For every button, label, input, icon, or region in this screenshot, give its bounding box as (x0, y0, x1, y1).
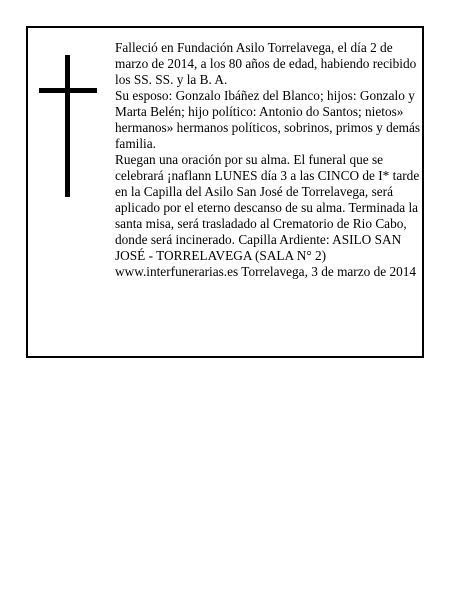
funeral-details: Ruegan una oración por su alma. El funeral que se celebrará ¡naflann LUNES día 3 a las CINCO de I* tarde en la Capilla del Asilo San José de Torrelavega, será aplicado por el eterno descanso de su alma. Terminada la santa misa, será trasladado al Crematorio de Rio Cabo, donde será incinerado. Capilla Ardiente: ASILO SAN JOSÉ - TORRELAVEGA (SALA N° 2) (115, 152, 420, 263)
family-list: Su esposo: Gonzalo Ibáñez del Blanco; hijos: Gonzalo y Marta Belén; hijo político: Antonio do Santos; nietos» hermanos» hermanos políticos, sobrinos, primos y demás familia. (115, 88, 421, 151)
death-announcement: Falleció en Fundación Asilo Torrelavega, el día 2 de marzo de 2014, a los 80 años de edad, habiendo recibido los SS. SS. y la B. A. (115, 40, 417, 87)
latin-cross-icon (39, 55, 97, 197)
cross-horizontal-bar (39, 88, 97, 93)
cross-vertical-bar (65, 55, 70, 197)
source-and-date: www.interfunerarias.es Torrelavega, 3 de marzo de 2014 (115, 264, 417, 279)
notice-body (115, 40, 421, 280)
obituary-notice (26, 26, 424, 358)
